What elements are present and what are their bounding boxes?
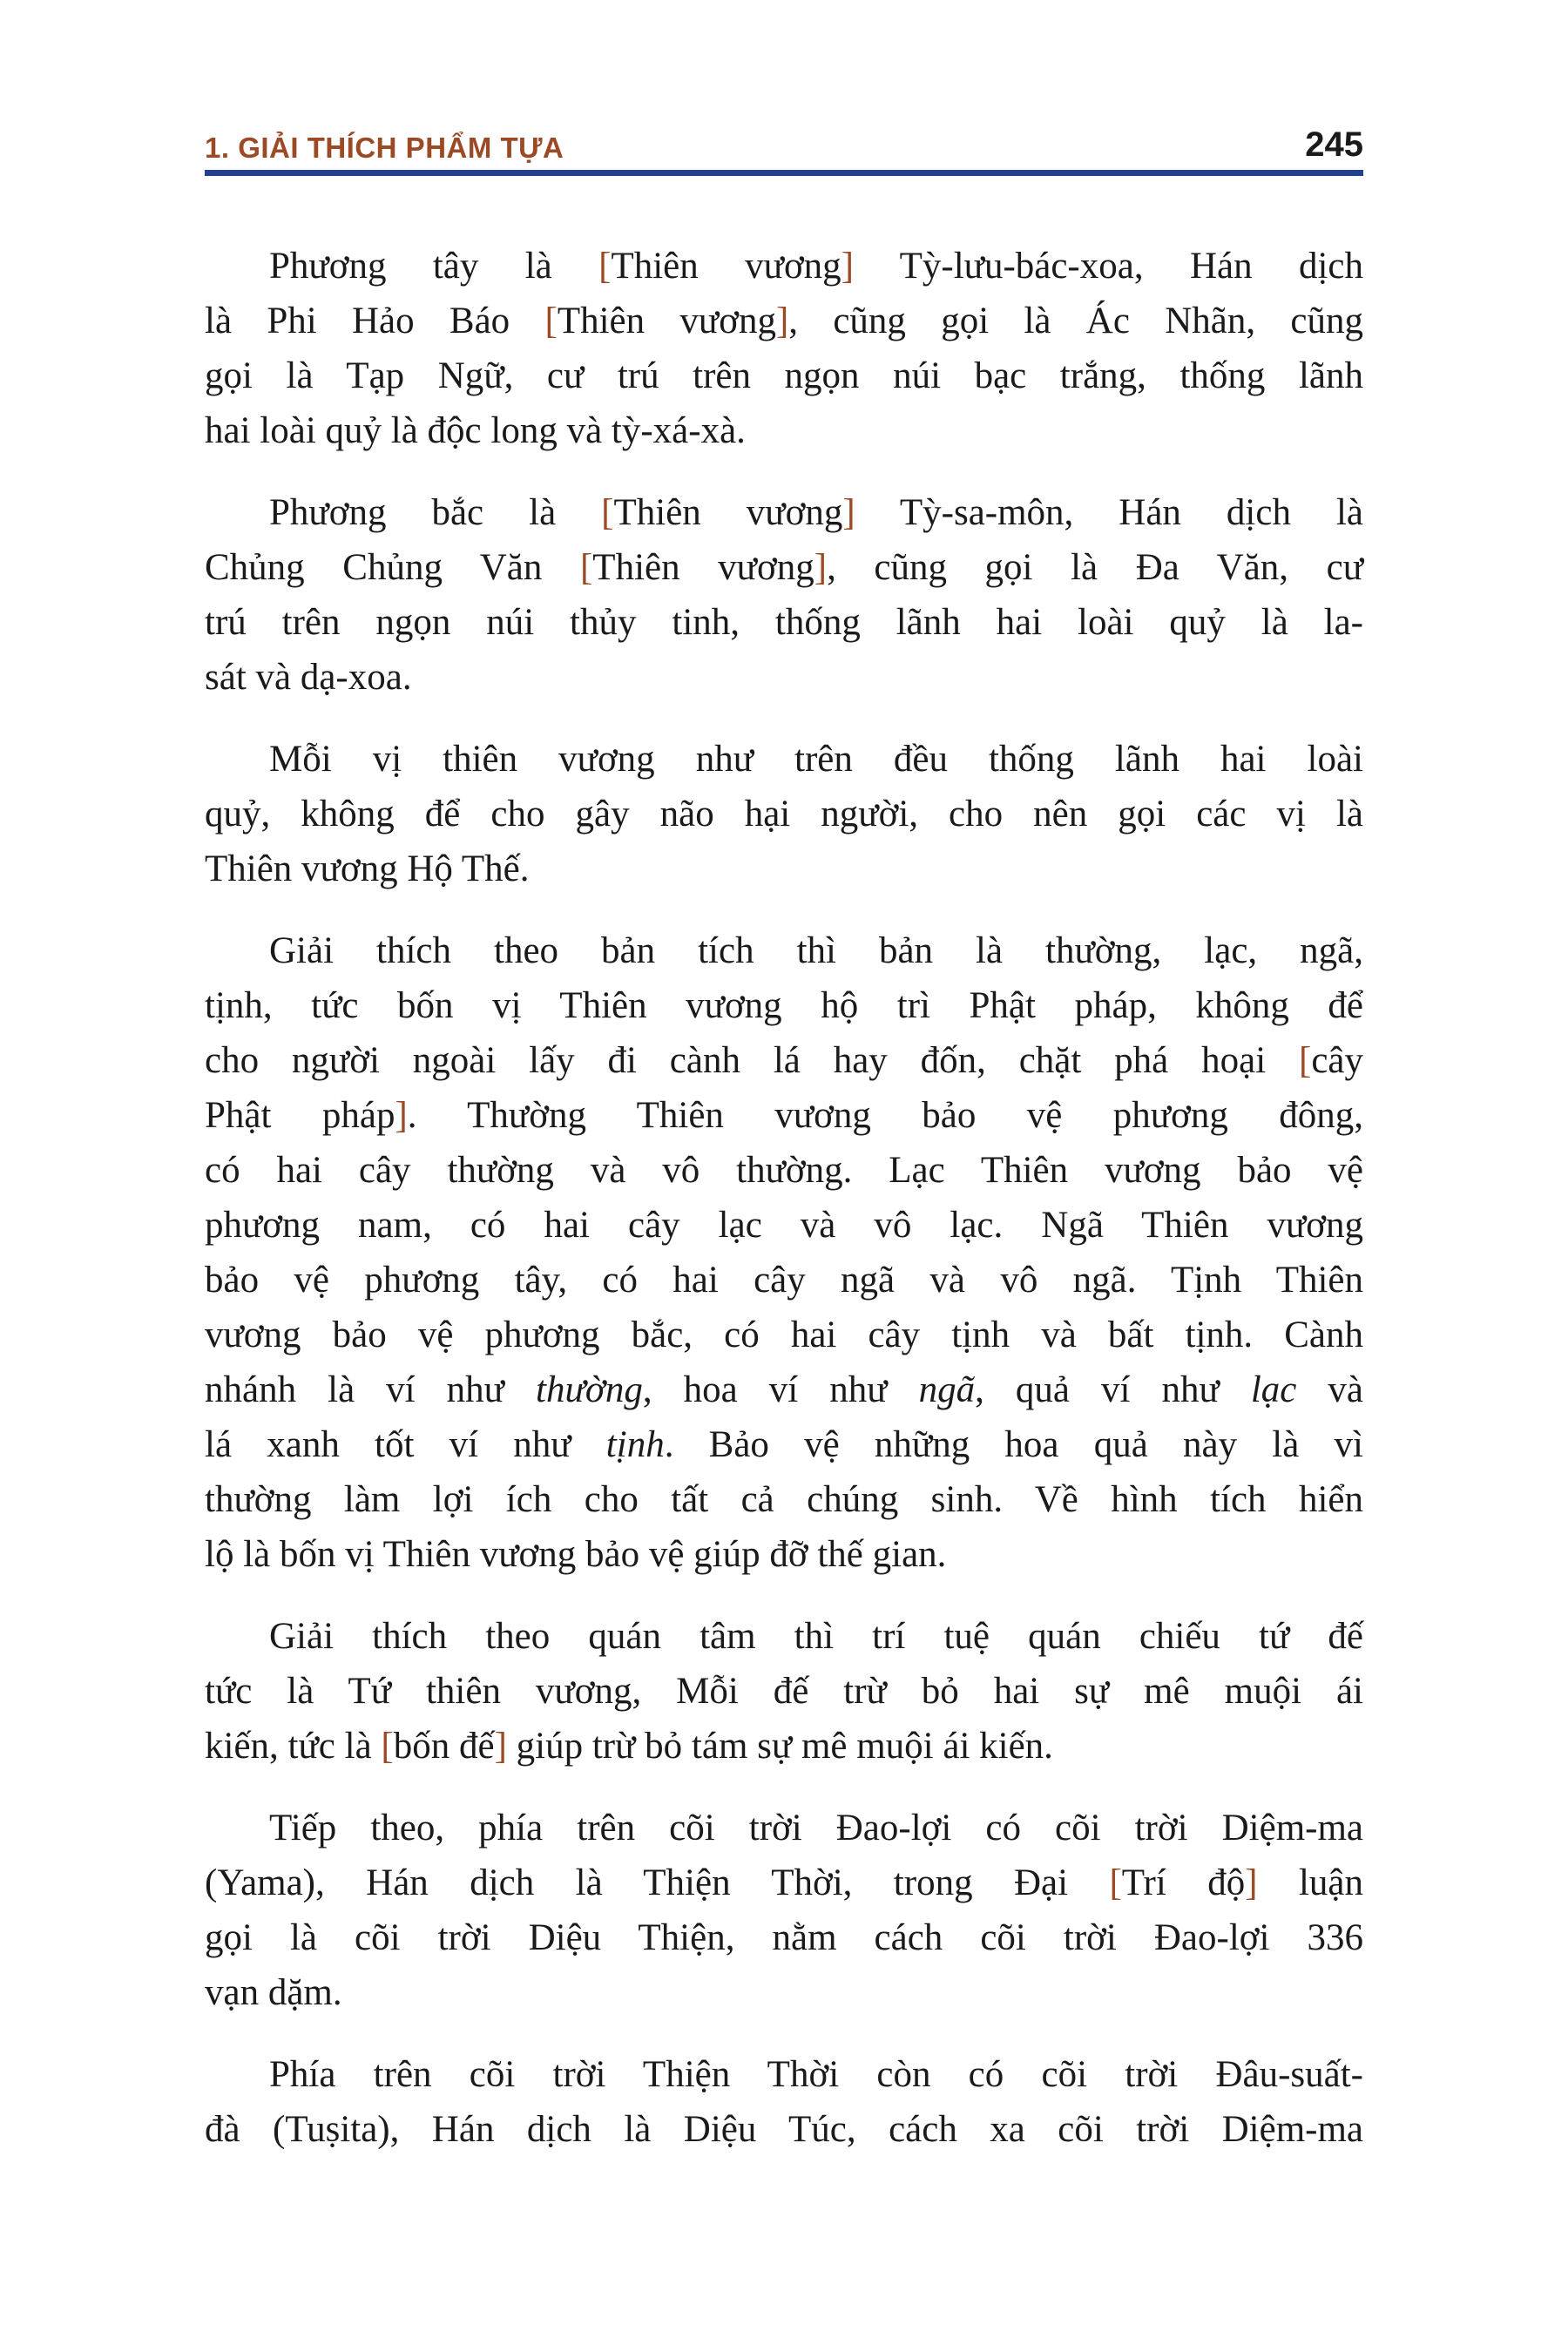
text-run: lá xanh tốt ví như — [205, 1424, 606, 1465]
text-run: là Phi Hảo Báo — [205, 301, 545, 341]
text-run: phương nam, có hai cây lạc và vô lạc. Ngã Thiên vương — [205, 1205, 1363, 1246]
text-line — [205, 239, 1363, 294]
text-line — [205, 1198, 1363, 1253]
chapter-title: 1. GIẢI THÍCH PHẨM TỰA — [205, 132, 564, 164]
text-run: , cũng gọi là Đa Văn, cư — [827, 547, 1363, 588]
bracket-mark: ] — [395, 1095, 408, 1136]
text-line — [205, 348, 1363, 403]
text-run: Phật pháp — [205, 1095, 395, 1136]
bracket-mark: ] — [1245, 1862, 1258, 1903]
bracket-mark: [ — [544, 301, 558, 341]
text-run: (Yama), Hán dịch là Thiện Thời, trong Đại — [205, 1862, 1110, 1903]
text-line — [205, 1088, 1363, 1143]
paragraph — [205, 1609, 1363, 1774]
text-run: đà (Tuṣita), Hán dịch là Diệu Túc, cách xa cõi trời Diệm-ma — [205, 2109, 1363, 2150]
text-run: hai loài quỷ là độc long và tỳ-xá-xà. — [205, 410, 746, 451]
emphasis-text: tịnh — [605, 1424, 665, 1465]
text-line — [205, 1472, 1363, 1527]
text-run: tịnh, tức bốn vị Thiên vương hộ trì Phật pháp, không để — [205, 985, 1363, 1026]
text-line — [205, 1253, 1363, 1308]
text-run: bốn đế — [393, 1726, 495, 1767]
bracket-mark: ] — [494, 1726, 507, 1767]
text-line — [205, 1417, 1363, 1472]
text-line — [205, 595, 1363, 650]
text-line — [205, 650, 1363, 705]
text-run: Giải thích theo bản tích thì bản là thường, lạc, ngã, — [269, 930, 1363, 971]
text-run: . Thường Thiên vương bảo vệ phương đông, — [407, 1095, 1363, 1136]
text-run: Phương tây là — [269, 246, 599, 287]
bracket-mark: [ — [381, 1726, 394, 1767]
text-line — [205, 1143, 1363, 1198]
text-line — [205, 1910, 1363, 1965]
text-run: trú trên ngọn núi thủy tinh, thống lãnh hai loài quỷ là la- — [205, 602, 1363, 643]
text-run: . Bảo vệ những hoa quả này là vì — [664, 1424, 1363, 1465]
text-run: bảo vệ phương tây, có hai cây ngã và vô ngã. Tịnh Thiên — [205, 1260, 1363, 1301]
text-line — [205, 978, 1363, 1033]
text-line — [205, 1965, 1363, 2020]
bracket-mark: ] — [841, 246, 855, 287]
paragraph — [205, 1801, 1363, 2020]
text-line — [205, 1527, 1363, 1582]
text-line — [205, 1664, 1363, 1719]
text-run: Phía trên cõi trời Thiện Thời còn có cõi trời Đâu-suất- — [269, 2054, 1363, 2095]
text-run: và — [1296, 1369, 1364, 1410]
paragraph — [205, 923, 1363, 1582]
text-run: có hai cây thường và vô thường. Lạc Thiên vương bảo vệ — [205, 1150, 1363, 1191]
text-line — [205, 841, 1363, 896]
text-run: Thiên vương — [592, 547, 814, 588]
text-run: vạn dặm. — [205, 1972, 342, 2013]
paragraph — [205, 485, 1363, 705]
paragraph — [205, 239, 1363, 458]
text-line — [205, 923, 1363, 978]
bracket-mark: [ — [579, 547, 593, 588]
text-line — [205, 1362, 1363, 1417]
text-run: , cũng gọi là Ác Nhãn, cũng — [788, 301, 1363, 341]
text-line — [205, 485, 1363, 540]
text-run: Tiếp theo, phía trên cõi trời Đao-lợi có cõi trời Diệm-ma — [269, 1808, 1363, 1848]
bracket-mark: ] — [814, 547, 828, 588]
emphasis-text: lạc — [1250, 1369, 1297, 1410]
text-line — [205, 1308, 1363, 1362]
text-run: Thiên vương — [613, 492, 843, 533]
text-run: Mỗi vị thiên vương như trên đều thống lãnh hai loài — [269, 739, 1363, 780]
text-run: gọi là Tạp Ngữ, cư trú trên ngọn núi bạc trắng, thống lãnh — [205, 355, 1363, 396]
text-run: Giải thích theo quán tâm thì trí tuệ quán chiếu tứ đế — [269, 1616, 1363, 1657]
bracket-mark: [ — [601, 492, 614, 533]
bracket-mark: ] — [842, 492, 855, 533]
text-line — [205, 540, 1363, 595]
paragraph — [205, 732, 1363, 896]
text-run: cho người ngoài lấy đi cành lá hay đốn, chặt phá hoại — [205, 1040, 1299, 1081]
bracket-mark: [ — [1109, 1862, 1122, 1903]
text-line — [205, 403, 1363, 458]
page-body — [205, 239, 1363, 2157]
text-run: quỷ, không để cho gây não hại người, cho nên gọi các vị là — [205, 794, 1363, 835]
text-line — [205, 1609, 1363, 1664]
text-run: Tỳ-sa-môn, Hán dịch là — [855, 492, 1363, 533]
page-header — [205, 127, 1363, 162]
text-run: luận — [1257, 1862, 1363, 1903]
text-run: nhánh là ví như — [205, 1369, 537, 1410]
paragraph — [205, 2047, 1363, 2157]
text-line — [205, 2047, 1363, 2102]
text-line — [205, 732, 1363, 787]
text-run: cây — [1311, 1040, 1363, 1081]
header-rule — [205, 170, 1363, 176]
emphasis-text: ngã — [918, 1369, 976, 1410]
text-run: giúp trừ bỏ tám sự mê muội ái kiến. — [506, 1726, 1053, 1767]
text-run: Thiên vương — [557, 301, 776, 341]
emphasis-text: thường — [536, 1369, 643, 1410]
text-line — [205, 787, 1363, 841]
text-run: sát và dạ-xoa. — [205, 657, 412, 698]
text-line — [205, 1801, 1363, 1855]
text-run: kiến, tức là — [205, 1726, 382, 1767]
text-run: Tỳ-lưu-bác-xoa, Hán dịch — [854, 246, 1363, 287]
text-line — [205, 1033, 1363, 1088]
text-run: Chủng Chủng Văn — [205, 547, 580, 588]
bracket-mark: ] — [775, 301, 789, 341]
text-line — [205, 294, 1363, 348]
text-run: tức là Tứ thiên vương, Mỗi đế trừ bỏ hai sự mê muội ái — [205, 1671, 1363, 1712]
text-run: vương bảo vệ phương bắc, có hai cây tịnh và bất tịnh. Cành — [205, 1315, 1363, 1355]
text-run: thường làm lợi ích cho tất cả chúng sinh. Về hình tích hiển — [205, 1479, 1363, 1520]
text-run: gọi là cõi trời Diệu Thiện, nằm cách cõi trời Đao-lợi 336 — [205, 1917, 1363, 1958]
text-line — [205, 1719, 1363, 1774]
page-number: 245 — [1305, 125, 1363, 164]
text-run: Thiên vương Hộ Thế. — [205, 848, 530, 889]
text-run: Thiên vương — [611, 246, 841, 287]
bracket-mark: [ — [1299, 1040, 1312, 1081]
text-run: lộ là bốn vị Thiên vương bảo vệ giúp đỡ thế gian. — [205, 1534, 947, 1575]
text-run: , quả ví như — [975, 1369, 1251, 1410]
text-run: Trí độ — [1121, 1862, 1246, 1903]
text-run: , hoa ví như — [642, 1369, 919, 1410]
bracket-mark: [ — [598, 246, 612, 287]
text-run: Phương bắc là — [269, 492, 602, 533]
text-line — [205, 1855, 1363, 1910]
text-line — [205, 2102, 1363, 2157]
